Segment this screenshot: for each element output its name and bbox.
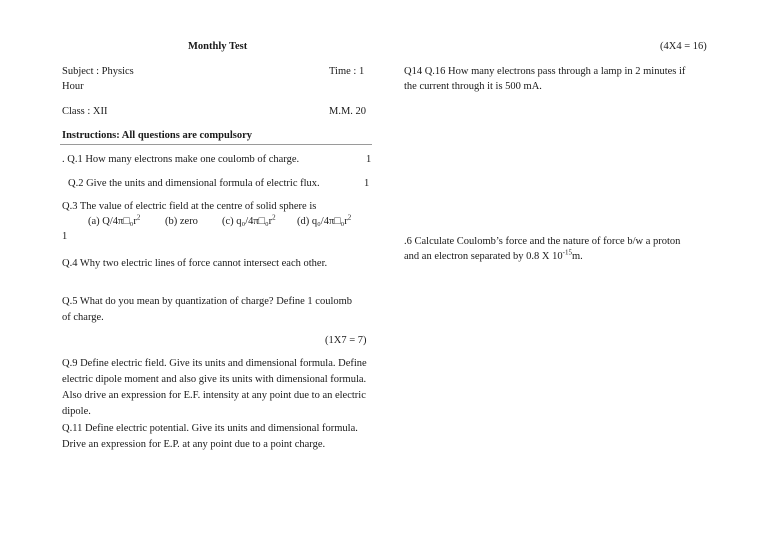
question-1-marks: 1 bbox=[366, 154, 372, 165]
question-9: Q.9 Define electric field. Give its units and dimensional formula. Define electric dipole moment and also give its units with dimensional formula. Also drive an expression for E.F. intensity at any point due to an electric dipole. bbox=[62, 358, 367, 417]
instructions: Instructions: All questions are compulsory bbox=[62, 130, 252, 141]
divider bbox=[60, 144, 372, 145]
question-3-option-c: (c) $q_0/4\pi□_0r^2$ bbox=[222, 213, 276, 227]
left-section-marks: (1X7 = 7) bbox=[325, 335, 367, 346]
question-2: Q.2 Give the units and dimensional formula of electric flux. bbox=[68, 178, 320, 189]
question-4: Q.4 Why two electric lines of force cannot intersect each other. bbox=[62, 258, 328, 269]
question-5-line-2: of charge. bbox=[62, 312, 104, 323]
question-5-line-1: Q.5 What do you mean by quantization of charge? Define 1 coulomb bbox=[62, 296, 353, 307]
time-label: Time : 1 bbox=[329, 66, 365, 77]
max-marks: M.M. 20 bbox=[329, 106, 367, 117]
question-3-option-d: (d) $q_0/4\pi□_0r^2$ bbox=[297, 213, 352, 227]
question-2-marks: 1 bbox=[364, 178, 370, 189]
question-14-line-2: the current through it is 500 mA. bbox=[404, 81, 542, 92]
question-6-line-1: .6 Calculate Coulomb’s force and the nature of force b/w a proton bbox=[404, 236, 681, 247]
subject: Subject : Physics bbox=[62, 66, 134, 77]
question-3-marks: 1 bbox=[62, 231, 68, 242]
time-unit: Hour bbox=[62, 81, 84, 92]
right-section-marks: (4X4 = 16) bbox=[660, 41, 707, 52]
test-title: Monthly Test bbox=[188, 41, 248, 52]
question-1: . Q.1 How many electrons make one coulomb of charge. bbox=[62, 154, 300, 165]
class: Class : XII bbox=[62, 106, 108, 117]
question-11: Q.11 Define electric potential. Give its units and dimensional formula. Drive an expression for E.P. at any point due to a point charge. bbox=[62, 423, 358, 450]
question-3-option-b: (b) zero bbox=[165, 216, 198, 227]
question-14-line-1: Q14 Q.16 How many electrons pass through a lamp in 2 minutes if bbox=[404, 66, 686, 77]
question-3-option-a: (a) $Q/4\pi□_0r^2$ bbox=[88, 213, 141, 227]
question-6-line-2: and an electron separated by 0.8 X $10^{-15}m$. bbox=[404, 248, 583, 262]
question-3: Q.3 The value of electric field at the centre of solid sphere is bbox=[62, 201, 317, 212]
